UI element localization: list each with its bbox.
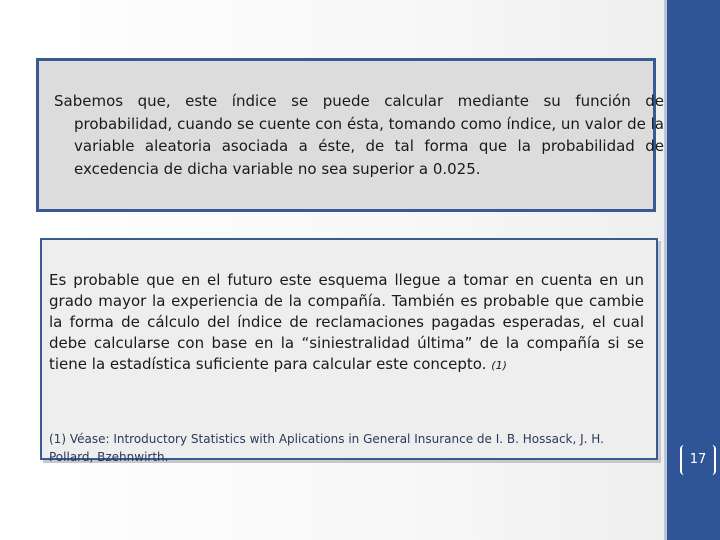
explanation-paragraph bbox=[49, 270, 644, 376]
definition-box bbox=[36, 58, 664, 212]
page-number: 17 bbox=[680, 445, 716, 475]
definition-text: Sabemos que, este índice se puede calcular mediante su función de probabilidad, cuando se cuente con ésta, tomando como índice, un valor de la variable aleatoria asociada a éste, de tal forma que la probabilidad de excedencia de dicha variable no sea superior a 0.025. bbox=[54, 92, 664, 178]
explanation-text: Es probable que en el futuro este esquema llegue a tomar en cuenta en un grado mayor la experiencia de la compañía. También es probable que cambie la forma de cálculo del índice de reclamaciones pagadas esperadas, el cual debe calcularse con base en la “siniestralidad última” de la compañía si se tiene la estadística suficiente para calcular este concepto. bbox=[49, 271, 644, 373]
citation-marker: (1) bbox=[491, 359, 507, 372]
footnote: (1) Véase: Introductory Statistics with Aplications in General Insurance de I. B. Hossack, J. H. Pollard, Bzehnwirth. bbox=[49, 432, 604, 464]
explanation-box bbox=[40, 238, 658, 464]
